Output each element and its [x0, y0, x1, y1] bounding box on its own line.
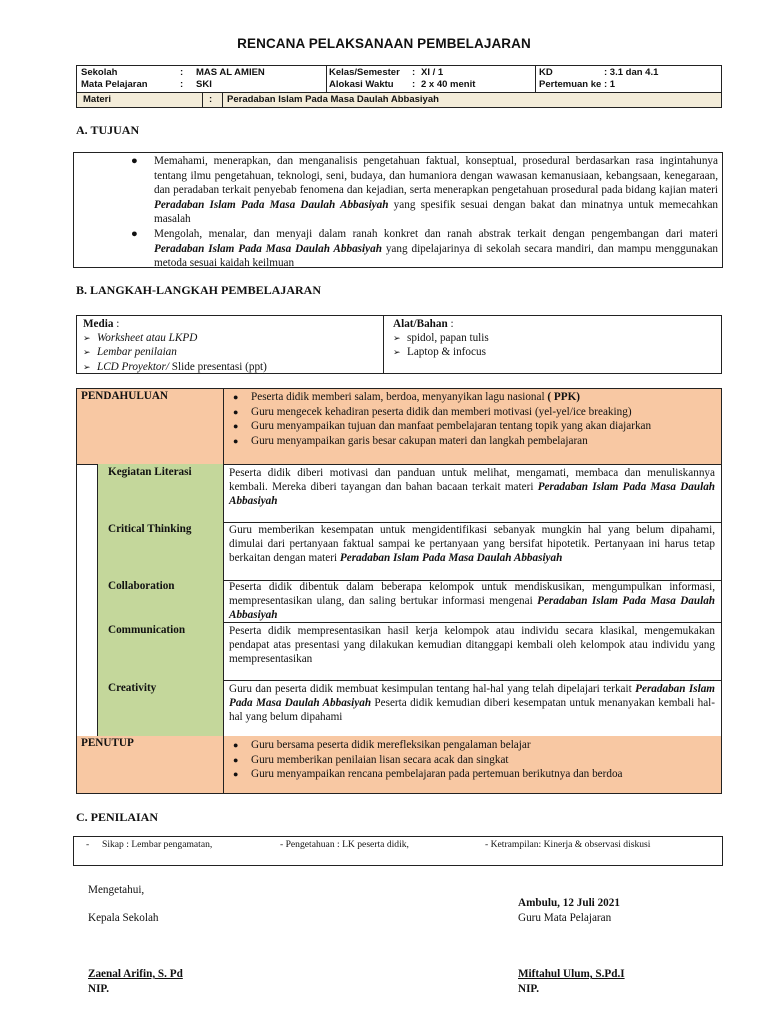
media-label: Media: [83, 318, 114, 330]
pertemuan-value: : 1: [604, 79, 616, 90]
penutup-item: ● Guru bersama peserta didik merefleksikan pengalaman belajar: [233, 739, 531, 751]
right-signer-name: Miftahul Ulum, S.Pd.I: [518, 968, 625, 980]
penutup-item: ● Guru menyampaikan rencana pembelajaran pada pertemuan berikutnya dan berdoa: [233, 768, 623, 781]
kd-label: KD: [539, 67, 553, 78]
inti-row-communication: Communication Peserta didik mempresentasikan hasil kerja kelompok atau individu secara klasikal, mengemukakan pendapat atas presentasi yang dilakukan kemudian ditanggapi kembali oleh kelompok atau individu yang mempresentasikan: [98, 622, 721, 681]
kelas-value: XI / 1: [421, 67, 444, 78]
mapel-label: Mata Pelajaran: [81, 79, 148, 90]
pendahuluan-item: ● Peserta didik memberi salam, berdoa, menyanyikan lagu nasional ( PPK): [233, 391, 581, 403]
activities-table: [76, 388, 722, 794]
penilaian-keterampilan: - Ketrampilan: Kinerja & observasi diskusi: [485, 839, 651, 850]
pertemuan-label: Pertemuan ke: [539, 79, 602, 90]
materi-label: Materi: [83, 94, 111, 105]
header-info-table: [76, 65, 722, 108]
penutup-row: [77, 736, 721, 793]
bullet-icon: ●: [131, 155, 138, 167]
materi-value: Peradaban Islam Pada Masa Daulah Abbasiyah: [227, 94, 439, 105]
bullet-icon: ●: [233, 740, 239, 750]
inti-row-creativity: Creativity Guru dan peserta didik membuat kesimpulan tentang hal-hal yang telah dipelajari terkait Peradaban Islam Pada Masa Daulah Abbasiyah Peserta didik kemudian diberi kesempatan untuk menanyakan kembali hal-hal yang belum dipahami: [98, 680, 721, 737]
inti-row-literasi: Kegiatan Literasi Peserta didik diberi motivasi dan panduan untuk melihat, mengamati, membaca dan menuliskannya kembali. Mereka diberi tayangan dan bahan bacaan terkait materi Peradaban Islam Pada Masa Daulah Abbasiyah: [98, 464, 721, 523]
penilaian-box: - Sikap : Lembar pengamatan, - Pengetahuan : LK peserta didik, - Ketrampilan: Kinerja & observasi diskusi: [73, 836, 723, 866]
bullet-icon: ●: [131, 227, 138, 240]
mapel-value: SKI: [196, 79, 212, 90]
left-signer-nip: NIP.: [88, 983, 110, 995]
media-column: Media : ➢ Worksheet atau LKPD ➢ Lembar penilaian ➢ LCD Proyektor/ Slide presentasi (ppt): [83, 318, 267, 375]
bullet-icon: ●: [233, 435, 239, 446]
media-item: ➢ Worksheet atau LKPD: [83, 332, 267, 347]
place-date: Ambulu, 12 Juli 2021: [518, 897, 620, 909]
penutup-item: ● Guru memberikan penilaian lisan secara acak dan singkat: [233, 753, 509, 766]
arrow-icon: ➢: [393, 333, 401, 344]
tujuan-box: [73, 152, 723, 268]
arrow-icon: ➢: [83, 362, 91, 373]
sekolah-value: MAS AL AMIEN: [196, 67, 265, 78]
section-a-heading: A. TUJUAN: [76, 123, 140, 137]
section-b-heading: B. LANGKAH-LANGKAH PEMBELAJARAN: [76, 283, 322, 297]
penilaian-sikap: Sikap : Lembar pengamatan,: [102, 839, 213, 850]
kelas-label: Kelas/Semester: [329, 67, 400, 78]
materi-row: Materi : Peradaban Islam Pada Masa Daulah Abbasiyah: [77, 93, 721, 107]
mengetahui-text: Mengetahui,: [88, 884, 145, 896]
pendahuluan-item: ● Guru menyampaikan tujuan dan manfaat pembelajaran tentang topik yang akan diajarkan: [233, 420, 652, 433]
tujuan-item: ● Mengolah, menalar, dan menyaji dalam ranah konkret dan ranah abstrak terkait dengan pengembangan dari materi Peradaban Islam Pada Masa Daulah Abbasiyah yang dipelajarinya di sekolah secara mandiri, dan mampu menggunakan metoda sesuai kaidah keilmuan: [131, 227, 718, 270]
pendahuluan-row: [77, 389, 721, 465]
inti-row-critical-thinking: Critical Thinking Guru memberikan kesempatan untuk mengidentifikasi sebanyak mungkin hal yang belum dipahami, dimulai dari pertanyaan faktual sampai ke pertanyaan yang bersifat hipotetik. Pertanyaan ini harus tetap berkaitan dengan materi Peradaban Islam Pada Masa Daulah Abbasiyah: [98, 522, 721, 581]
arrow-icon: ➢: [393, 348, 401, 358]
document-title: RENCANA PELAKSANAAN PEMBELAJARAN: [237, 36, 531, 51]
left-signer-name: Zaenal Arifin, S. Pd: [88, 968, 183, 980]
arrow-icon: ➢: [83, 333, 91, 344]
bullet-icon: ●: [233, 769, 239, 780]
section-c-heading: C. PENILAIAN: [76, 810, 159, 824]
arrow-icon: ➢: [83, 348, 91, 358]
media-alat-box: [76, 315, 722, 374]
info-row-top: Sekolah : MAS AL AMIEN Mata Pelajaran : SKI Kelas/Semester : XI / 1 Alokasi Waktu : 2 x 40 menit KD : 3.1 dan 4.1 Pertemuan ke : 1: [77, 66, 721, 93]
sekolah-label: Sekolah: [81, 67, 118, 78]
bullet-icon: ●: [233, 754, 239, 765]
media-item: ➢ Lembar penilaian: [83, 346, 267, 361]
alat-label: Alat/Bahan: [393, 318, 448, 330]
tujuan-item: ● Memahami, menerapkan, dan menganalisis pengetahuan faktual, konseptual, prosedural berdasarkan rasa ingintahunya tentang ilmu pengetahuan, teknologi, seni, budaya, dan humaniora dengan wawasan kemanusiaan, kebangsaan, kenegaraan, dan peradaban terkait penyebab fenomena dan kejadian, serta menerapkan pengetahuan prosedural pada bidang kajian materi Peradaban Islam Pada Masa Daulah Abbasiyah yang spesifik sesuai dengan bakat dan minatnya untuk memecahkan masalah: [131, 155, 718, 226]
alat-item: ➢ Laptop & infocus: [393, 346, 489, 361]
penilaian-pengetahuan: - Pengetahuan : LK peserta didik,: [280, 839, 409, 850]
inti-row-collaboration: Collaboration Peserta didik dibentuk dalam beberapa kelompok untuk mendiskusikan, mengumpulkan informasi, mempresentasikan ulang, dan saling bertukar informasi mengenai Peradaban Islam Pada Masa Daulah Abbasiyah: [98, 580, 721, 623]
pendahuluan-item: ● Guru menyampaikan garis besar cakupan materi dan langkah pembelajaran: [233, 434, 588, 447]
kd-value: : 3.1 dan 4.1: [604, 67, 659, 78]
alat-item: ➢ spidol, papan tulis: [393, 332, 489, 347]
right-signer-nip: NIP.: [518, 983, 540, 995]
pendahuluan-item: ● Guru mengecek kehadiran peserta didik dan memberi motivasi (yel-yel/ice breaking): [233, 405, 632, 418]
kepala-sekolah-text: Kepala Sekolah: [88, 912, 159, 924]
penutup-label: PENUTUP: [81, 737, 134, 749]
bullet-icon: ●: [233, 421, 239, 432]
bullet-icon: ●: [233, 406, 239, 417]
alokasi-label: Alokasi Waktu: [329, 79, 394, 90]
alokasi-value: 2 x 40 menit: [421, 79, 476, 90]
alat-column: Alat/Bahan : ➢ spidol, papan tulis ➢ Laptop & infocus: [393, 318, 489, 361]
bullet-icon: ●: [233, 392, 239, 402]
pendahuluan-label: PENDAHULUAN: [81, 390, 169, 402]
guru-mapel-text: Guru Mata Pelajaran: [518, 912, 612, 924]
media-item: ➢ LCD Proyektor/ Slide presentasi (ppt): [83, 361, 267, 376]
